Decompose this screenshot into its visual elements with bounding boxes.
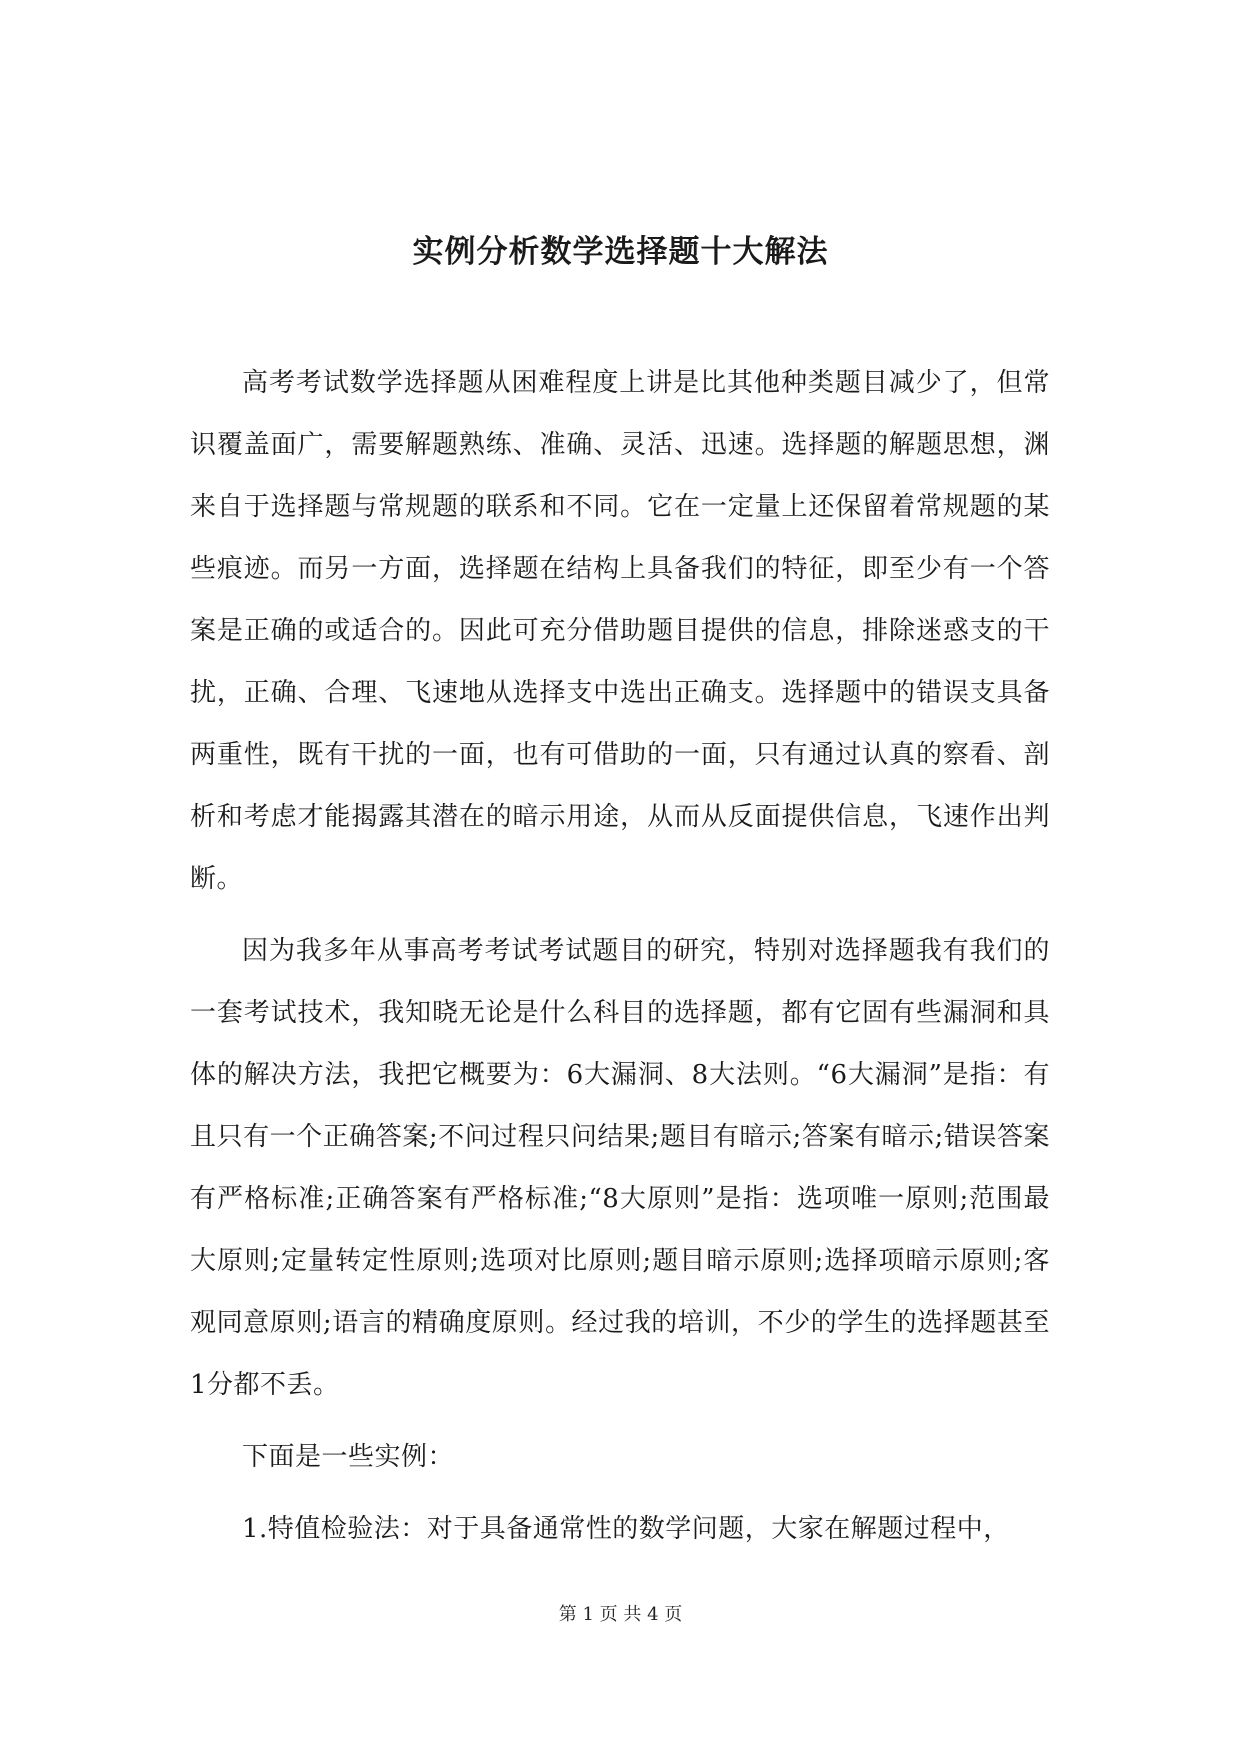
paragraph-example-1: 1.特值检验法：对于具备通常性的数学问题，大家在解题过程中， [242,1514,1010,1544]
paragraph-method: 因为我多年从事高考考试考试题目的研究，特别对选择题我有我们的一套考试技术，我知晓无论是什么科目的选择题，都有它固有些漏洞和具体的解决方法，我把它概要为：6大漏洞、8大法则。“6大漏洞”是指：有且只有一个正确答案;不问过程只问结果;题目有暗示;答案有暗示;错误答案有严格标准;正确答案有严格标准;“8大原则”是指：选项唯一原则;范围最大原则;定量转定性原则;选项对比原则;题目暗示原则;选择项暗示原则;客观同意原则;语言的精确度原则。经过我的培训，不少的学生的选择题甚至1分都不丢。 [190,936,1050,1400]
document-body [190,352,1050,1570]
page-footer: 第 1 页 共 4 页 [558,1604,683,1625]
document-title: 实例分析数学选择题十大解法 [412,234,829,270]
paragraph-examples-lead: 下面是一些实例： [242,1442,455,1472]
paragraph-intro: 高考考试数学选择题从困难程度上讲是比其他种类题目减少了，但常识覆盖面广，需要解题熟练、准确、灵活、迅速。选择题的解题思想，渊来自于选择题与常规题的联系和不同。它在一定量上还保留着常规题的某些痕迹。而另一方面，选择题在结构上具备我们的特征，即至少有一个答案是正确的或适合的。因此可充分借助题目提供的信息，排除迷惑支的干扰，正确、合理、飞速地从选择支中选出正确支。选择题中的错误支具备两重性，既有干扰的一面，也有可借助的一面，只有通过认真的察看、剖析和考虑才能揭露其潜在的暗示用途，从而从反面提供信息，飞速作出判断。 [190,368,1050,894]
